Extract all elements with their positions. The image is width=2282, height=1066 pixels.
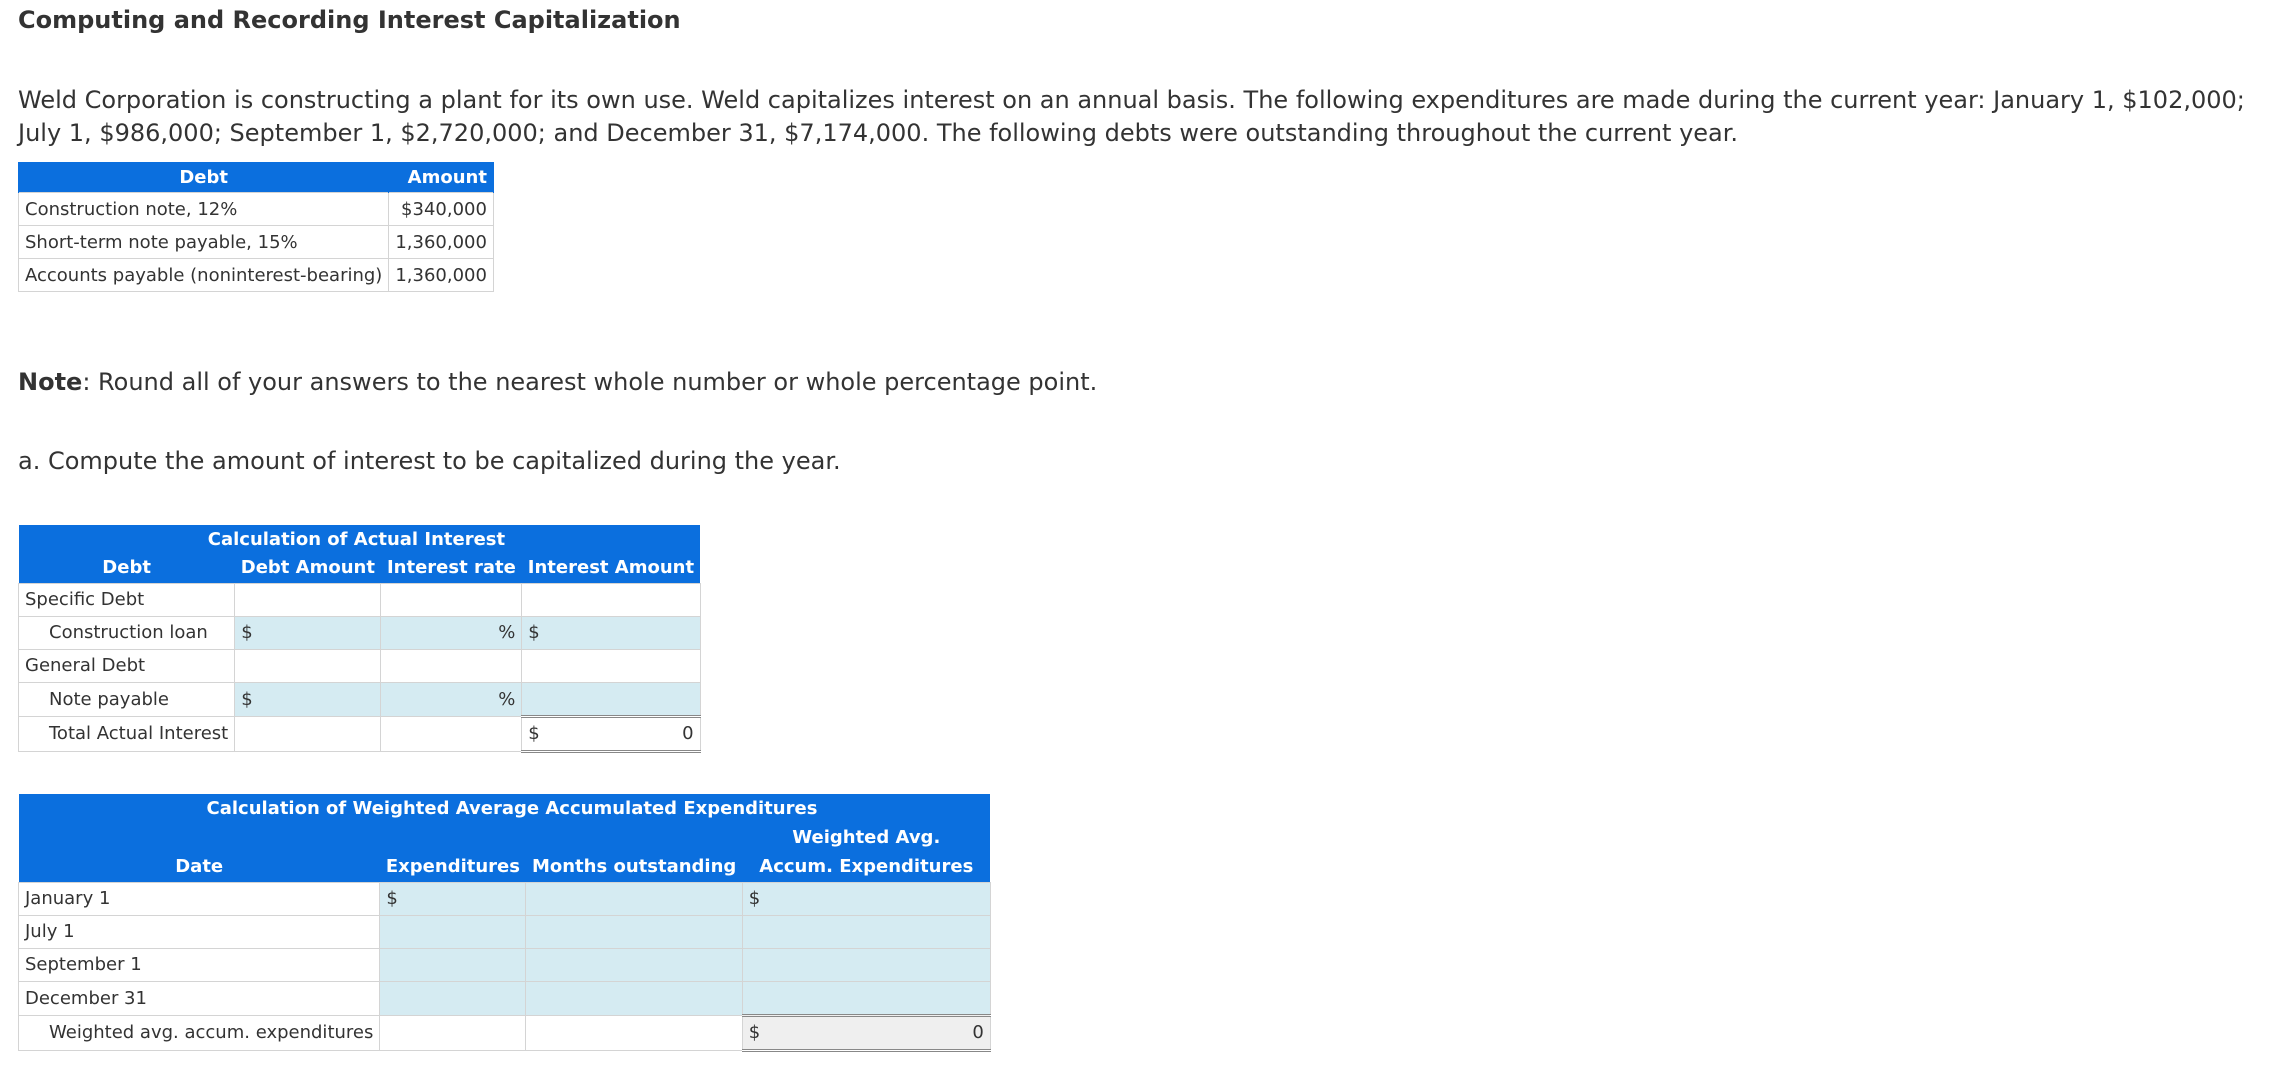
expenditure-input[interactable] [380, 915, 526, 948]
rounding-note [18, 368, 1097, 396]
note-payable-label: Note payable [19, 682, 235, 716]
expenditure-input[interactable] [380, 981, 526, 1015]
col-debt: Debt [102, 557, 151, 579]
col-interest-rate: Interest rate [386, 557, 516, 579]
total-actual-interest-value: $ 0 [522, 716, 700, 751]
table-row [19, 193, 494, 226]
col-wae-line2: Accum. Expenditures [759, 856, 974, 878]
construction-loan-interest-input[interactable]: $ [522, 616, 700, 649]
weighted-avg-total-value: $ 0 [742, 1015, 990, 1050]
table-row [19, 915, 991, 948]
date-label: December 31 [19, 981, 380, 1015]
debt-amount: $340,000 [389, 193, 494, 226]
table-row [19, 981, 991, 1015]
total-actual-interest-label: Total Actual Interest [19, 716, 235, 751]
problem-description: Weld Corporation is constructing a plant for its own use. Weld capitalizes interest on an annual basis. The following expenditures are made during the current year: January 1, $102,000; July 1, $986,000; September 1, $2,720,000; and December 31, $7,174,000. The following debts were outstanding throughout the current year. [18, 86, 2245, 147]
table-row [19, 616, 701, 649]
table-row [19, 716, 701, 751]
expenditure-input[interactable]: $ [380, 882, 526, 915]
table-row [19, 649, 701, 682]
page-title: Computing and Recording Interest Capitalization [18, 6, 681, 34]
debt-name: Short-term note payable, 15% [19, 226, 389, 259]
amount-header: Amount [389, 162, 494, 193]
table-row [19, 1015, 991, 1050]
debt-header: Debt [19, 162, 389, 193]
note-payable-rate-input[interactable]: % [381, 682, 522, 716]
wae-input[interactable] [742, 948, 990, 981]
weighted-avg-total-label: Weighted avg. accum. expenditures [19, 1015, 380, 1050]
table-row [19, 948, 991, 981]
col-months-outstanding: Months outstanding [531, 856, 737, 878]
months-input[interactable] [526, 948, 742, 981]
table-row [19, 882, 991, 915]
note-payable-amount-input[interactable]: $ [235, 682, 381, 716]
note-label: Note [18, 368, 83, 396]
date-label: September 1 [19, 948, 380, 981]
debt-name: Construction note, 12% [19, 193, 389, 226]
expenditure-input[interactable] [380, 948, 526, 981]
table-row [19, 583, 701, 616]
debt-table [18, 162, 494, 292]
col-interest-amount: Interest Amount [527, 557, 695, 579]
note-payable-interest-input[interactable] [522, 682, 700, 716]
general-debt-label: General Debt [19, 649, 235, 682]
table-row [19, 682, 701, 716]
col-date: Date [175, 856, 224, 878]
col-expenditures: Expenditures [385, 856, 520, 878]
construction-loan-label: Construction loan [19, 616, 235, 649]
table-row [19, 259, 494, 292]
question-a: a. Compute the amount of interest to be capitalized during the year. [18, 447, 841, 475]
specific-debt-label: Specific Debt [19, 583, 235, 616]
table-row [19, 226, 494, 259]
months-input[interactable] [526, 981, 742, 1015]
construction-loan-amount-input[interactable]: $ [235, 616, 381, 649]
date-label: January 1 [19, 882, 380, 915]
wae-input[interactable] [742, 981, 990, 1015]
note-text: : Round all of your answers to the nearest whole number or whole percentage point. [82, 368, 1098, 396]
debt-name: Accounts payable (noninterest-bearing) [19, 259, 389, 292]
debt-amount: 1,360,000 [389, 226, 494, 259]
actual-interest-caption: Calculation of Actual Interest [207, 528, 506, 550]
months-input[interactable] [526, 915, 742, 948]
date-label: July 1 [19, 915, 380, 948]
actual-interest-table [18, 525, 701, 753]
col-wae-line1: Weighted Avg. [792, 826, 941, 848]
debt-amount: 1,360,000 [389, 259, 494, 292]
months-input[interactable] [526, 882, 742, 915]
wae-input[interactable]: $ [742, 882, 990, 915]
weighted-avg-expenditures-table [18, 794, 991, 1052]
wae-input[interactable] [742, 915, 990, 948]
construction-loan-rate-input[interactable]: % [381, 616, 522, 649]
weighted-avg-caption: Calculation of Weighted Average Accumulated Expenditures [206, 797, 818, 819]
col-debt-amount: Debt Amount [240, 557, 375, 579]
